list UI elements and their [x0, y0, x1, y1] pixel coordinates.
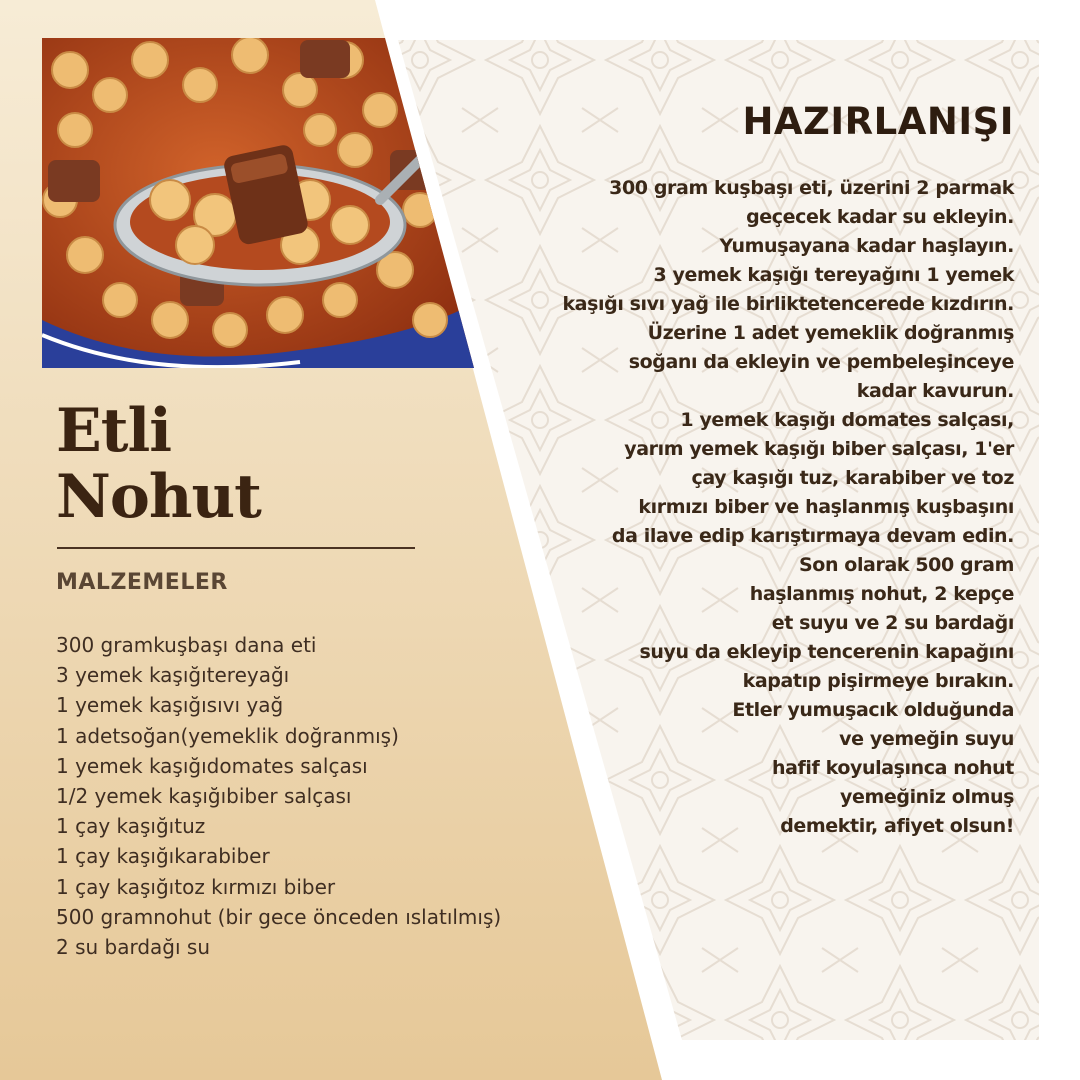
ingredient-item: 500 gramnohut (bir gece önceden ıslatılmış): [56, 904, 502, 929]
preparation-line: 300 gram kuşbaşı eti, üzerini 2 parmak: [609, 177, 1014, 199]
ingredient-item: 1 çay kaşığıtoz kırmızı biber: [56, 874, 336, 899]
preparation-line: kadar kavurun.: [856, 380, 1014, 402]
preparation-line: Etler yumuşacık olduğunda: [732, 699, 1014, 721]
ingredient-item: 1 yemek kaşığısıvı yağ: [56, 693, 284, 718]
preparation-text: [544, 174, 1014, 841]
ingredient-item: 2 su bardağı su: [56, 935, 211, 960]
stew-photo: [0, 0, 500, 380]
ingredient-item: 1 çay kaşığıkarabiber: [56, 844, 270, 869]
preparation-line: 1 yemek kaşığı domates salçası,: [680, 409, 1014, 431]
ingredient-item: 300 gramkuşbaşı dana eti: [56, 633, 317, 657]
preparation-line: Üzerine 1 adet yemeklik doğranmış: [647, 322, 1014, 344]
recipe-title: [56, 398, 261, 530]
recipe-title-line-2: Nohut: [56, 462, 261, 532]
preparation-line: suyu da ekleyip tencerenin kapağını: [639, 641, 1014, 663]
preparation-line: haşlanmış nohut, 2 kepçe: [749, 583, 1014, 605]
preparation-line: et suyu ve 2 su bardağı: [771, 612, 1014, 634]
ingredient-item: 3 yemek kaşığıtereyağı: [56, 663, 290, 688]
preparation-heading: HAZIRLANIŞI: [742, 100, 1014, 143]
title-divider: [57, 547, 415, 549]
preparation-line: yemeğiniz olmuş: [840, 786, 1014, 808]
ingredients-list: [56, 630, 501, 962]
preparation-line: yarım yemek kaşığı biber salçası, 1'er: [624, 438, 1014, 460]
recipe-title-line-1: Etli: [56, 396, 172, 466]
preparation-line: çay kaşığı tuz, karabiber ve toz: [691, 467, 1014, 489]
ingredient-item: 1 yemek kaşığıdomates salçası: [56, 753, 368, 778]
preparation-line: Yumuşayana kadar haşlayın.: [719, 235, 1014, 257]
preparation-line: Son olarak 500 gram: [799, 554, 1014, 576]
preparation-line: da ilave edip karıştırmaya devam edin.: [611, 525, 1014, 547]
ingredients-heading: MALZEMELER: [56, 570, 228, 595]
ingredient-item: 1 adetsoğan(yemeklik doğranmış): [56, 723, 399, 748]
preparation-line: demektir, afiyet olsun!: [780, 815, 1014, 837]
preparation-line: geçecek kadar su ekleyin.: [746, 206, 1014, 228]
ingredient-item: 1/2 yemek kaşığıbiber salçası: [56, 784, 352, 809]
preparation-line: hafif koyulaşınca nohut: [772, 757, 1014, 779]
ingredient-item: 1 çay kaşığıtuz: [56, 814, 206, 839]
preparation-line: soğanı da ekleyin ve pembeleşinceye: [628, 351, 1014, 373]
preparation-line: 3 yemek kaşığı tereyağını 1 yemek: [653, 264, 1014, 286]
preparation-line: kapatıp pişirmeye bırakın.: [742, 670, 1014, 692]
preparation-line: ve yemeğin suyu: [839, 728, 1014, 750]
preparation-line: kırmızı biber ve haşlanmış kuşbaşını: [638, 496, 1014, 518]
preparation-line: kaşığı sıvı yağ ile birliktetencerede kızdırın.: [562, 293, 1014, 315]
